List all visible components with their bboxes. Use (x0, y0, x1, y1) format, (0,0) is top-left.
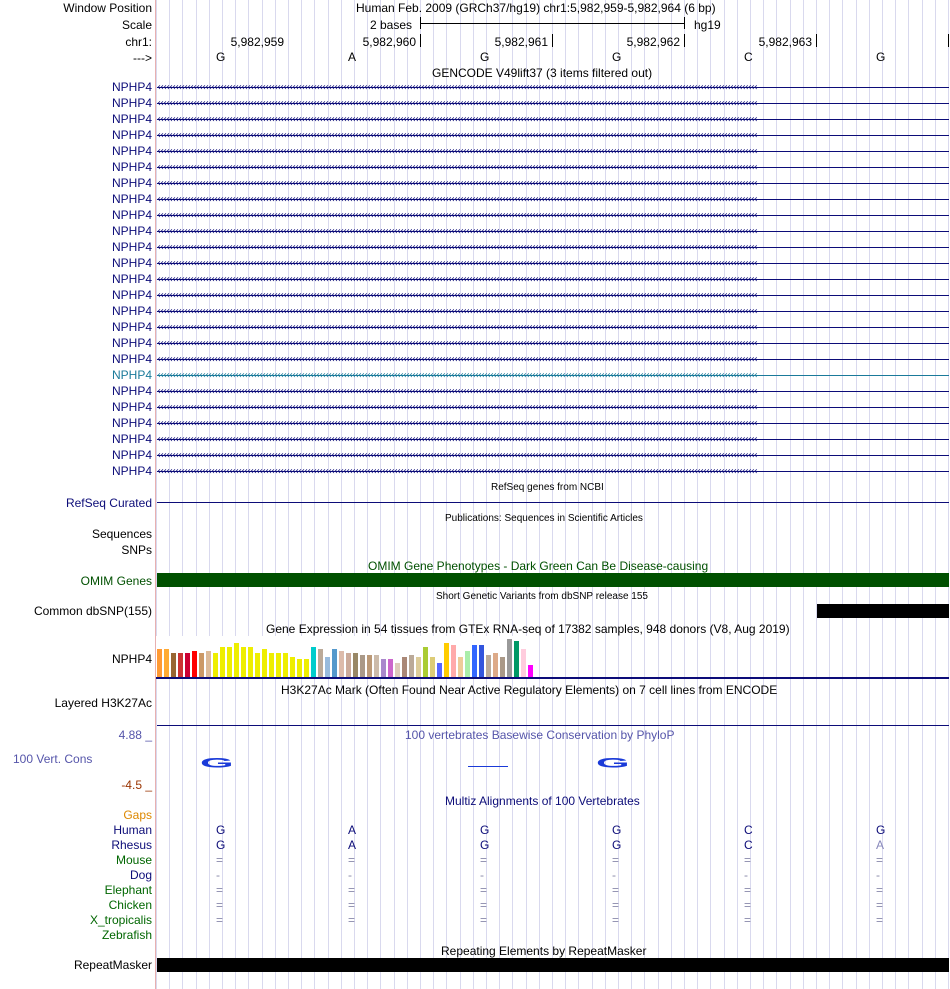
sequence-base: G (612, 50, 622, 64)
multiz-base: - (216, 868, 220, 882)
gtex-tissue-bar[interactable] (528, 665, 533, 677)
multiz-base: C (744, 838, 753, 852)
gtex-tissue-bar[interactable] (248, 647, 253, 677)
h3k27ac-baseline (157, 725, 949, 726)
gtex-tissue-bar[interactable] (346, 653, 351, 677)
sequence-base: G (216, 50, 226, 64)
gencode-transcript[interactable] (157, 98, 949, 110)
sequence-base: C (744, 50, 753, 64)
multiz-species-label[interactable]: Chicken (108, 898, 152, 912)
gtex-tissue-bar[interactable] (388, 659, 393, 677)
multiz-gaps-label[interactable]: Gaps (123, 808, 152, 822)
multiz-species-label[interactable]: Zebrafish (101, 928, 152, 942)
strand-arrow-label: ---> (133, 51, 152, 65)
multiz-base: = (744, 913, 752, 927)
gtex-tissue-bar[interactable] (311, 647, 316, 677)
gtex-tissue-bar[interactable] (164, 649, 169, 677)
gtex-tissue-bar[interactable] (521, 649, 526, 677)
gtex-tissue-bar[interactable] (479, 645, 484, 677)
multiz-species-label[interactable]: X_tropicalis (89, 913, 152, 927)
gtex-tissue-bar[interactable] (199, 653, 204, 677)
gtex-tissue-bar[interactable] (458, 657, 463, 677)
gencode-gene-label[interactable]: NPHP4 (111, 128, 152, 142)
gencode-transcript[interactable] (157, 258, 949, 270)
ruler-tick (684, 34, 685, 47)
publications-snps-label[interactable]: SNPs (121, 543, 152, 557)
gtex-tissue-bar[interactable] (472, 645, 477, 677)
gencode-track-title[interactable]: GENCODE V49lift37 (3 items filtered out) (432, 66, 653, 80)
multiz-base: = (612, 898, 620, 912)
gtex-tissue-bar[interactable] (227, 647, 232, 677)
phylop-logo-letter: G (596, 755, 630, 771)
gencode-transcript[interactable] (157, 210, 949, 222)
gencode-gene-label[interactable]: NPHP4 (111, 288, 152, 302)
multiz-base: G (612, 838, 622, 852)
multiz-base: - (876, 868, 880, 882)
phylop-track-title[interactable]: 100 vertebrates Basewise Conservation by PhyloP (405, 728, 675, 742)
multiz-base: - (348, 868, 352, 882)
gtex-tissue-bar[interactable] (507, 639, 512, 677)
ruler-tick (948, 34, 949, 47)
dbsnp-label[interactable]: Common dbSNP(155) (33, 604, 152, 618)
multiz-base: = (216, 853, 224, 867)
gencode-transcript[interactable] (157, 146, 949, 158)
gtex-tissue-bar[interactable] (360, 655, 365, 677)
scale-bar-right-tick (684, 17, 685, 29)
strand-chevrons: ‹‹‹‹‹‹‹‹‹‹‹‹‹‹‹‹‹‹‹‹‹‹‹‹‹‹‹‹‹‹‹‹‹‹‹‹‹‹‹‹‹‹‹‹‹‹‹‹‹‹‹‹‹‹‹‹‹‹‹‹‹‹‹‹‹‹‹‹‹‹‹‹‹‹‹‹‹‹‹‹‹‹‹‹‹‹‹‹‹‹‹‹‹‹‹‹‹‹‹‹‹‹‹‹‹‹‹‹‹‹‹‹‹‹‹‹‹‹‹‹‹‹‹‹‹‹‹‹‹‹‹‹‹‹‹‹‹‹‹‹‹‹‹‹‹‹‹‹‹‹‹‹‹‹‹‹‹‹‹‹‹‹‹‹‹‹‹‹‹‹‹‹‹‹‹‹‹‹‹‹‹‹‹‹‹‹‹‹‹‹‹‹‹‹‹‹‹‹‹‹ (157, 466, 757, 477)
gencode-gene-label[interactable]: NPHP4 (111, 176, 152, 190)
multiz-base: = (216, 883, 224, 897)
repeatmasker-block[interactable] (157, 958, 949, 972)
gtex-tissue-bar[interactable] (451, 645, 456, 677)
gencode-gene-label[interactable]: NPHP4 (111, 192, 152, 206)
h3k27ac-label[interactable]: Layered H3K27Ac (54, 696, 152, 710)
ruler-position: 5,982,962 (626, 35, 680, 49)
gencode-transcript[interactable] (157, 338, 949, 350)
multiz-base: = (744, 898, 752, 912)
gtex-tissue-bar[interactable] (416, 657, 421, 677)
multiz-base: = (876, 853, 884, 867)
gencode-transcript[interactable] (157, 322, 949, 334)
gencode-transcript[interactable] (157, 402, 949, 414)
ruler-tick (816, 34, 817, 47)
multiz-base: = (876, 913, 884, 927)
gtex-tissue-bar[interactable] (157, 649, 162, 677)
strand-chevrons: ‹‹‹‹‹‹‹‹‹‹‹‹‹‹‹‹‹‹‹‹‹‹‹‹‹‹‹‹‹‹‹‹‹‹‹‹‹‹‹‹‹‹‹‹‹‹‹‹‹‹‹‹‹‹‹‹‹‹‹‹‹‹‹‹‹‹‹‹‹‹‹‹‹‹‹‹‹‹‹‹‹‹‹‹‹‹‹‹‹‹‹‹‹‹‹‹‹‹‹‹‹‹‹‹‹‹‹‹‹‹‹‹‹‹‹‹‹‹‹‹‹‹‹‹‹‹‹‹‹‹‹‹‹‹‹‹‹‹‹‹‹‹‹‹‹‹‹‹‹‹‹‹‹‹‹‹‹‹‹‹‹‹‹‹‹‹‹‹‹‹‹‹‹‹‹‹‹‹‹‹‹‹‹‹‹‹‹‹‹‹‹‹‹‹‹‹‹‹‹‹ (157, 306, 757, 317)
ruler-tick (552, 34, 553, 47)
refseq-track-title[interactable]: RefSeq genes from NCBI (491, 482, 604, 493)
strand-chevrons: ‹‹‹‹‹‹‹‹‹‹‹‹‹‹‹‹‹‹‹‹‹‹‹‹‹‹‹‹‹‹‹‹‹‹‹‹‹‹‹‹‹‹‹‹‹‹‹‹‹‹‹‹‹‹‹‹‹‹‹‹‹‹‹‹‹‹‹‹‹‹‹‹‹‹‹‹‹‹‹‹‹‹‹‹‹‹‹‹‹‹‹‹‹‹‹‹‹‹‹‹‹‹‹‹‹‹‹‹‹‹‹‹‹‹‹‹‹‹‹‹‹‹‹‹‹‹‹‹‹‹‹‹‹‹‹‹‹‹‹‹‹‹‹‹‹‹‹‹‹‹‹‹‹‹‹‹‹‹‹‹‹‹‹‹‹‹‹‹‹‹‹‹‹‹‹‹‹‹‹‹‹‹‹‹‹‹‹‹‹‹‹‹‹‹‹‹‹‹‹‹ (157, 322, 757, 333)
gencode-gene-label[interactable]: NPHP4 (111, 432, 152, 446)
multiz-base: = (348, 913, 356, 927)
ruler-tick (420, 34, 421, 47)
chr-label: chr1: (125, 35, 152, 49)
repeatmasker-track-title[interactable]: Repeating Elements by RepeatMasker (441, 944, 647, 958)
gencode-transcript[interactable] (157, 178, 949, 190)
phylop-track-label[interactable]: 100 Vert. Cons (13, 752, 93, 766)
gtex-tissue-bar[interactable] (423, 647, 428, 677)
track-label-divider (155, 0, 156, 989)
gtex-tissue-bar[interactable] (241, 647, 246, 677)
gtex-tissue-bar[interactable] (290, 657, 295, 677)
multiz-base: = (480, 883, 488, 897)
gtex-tissue-bar[interactable] (486, 655, 491, 677)
gencode-gene-label[interactable]: NPHP4 (111, 96, 152, 110)
strand-chevrons: ‹‹‹‹‹‹‹‹‹‹‹‹‹‹‹‹‹‹‹‹‹‹‹‹‹‹‹‹‹‹‹‹‹‹‹‹‹‹‹‹‹‹‹‹‹‹‹‹‹‹‹‹‹‹‹‹‹‹‹‹‹‹‹‹‹‹‹‹‹‹‹‹‹‹‹‹‹‹‹‹‹‹‹‹‹‹‹‹‹‹‹‹‹‹‹‹‹‹‹‹‹‹‹‹‹‹‹‹‹‹‹‹‹‹‹‹‹‹‹‹‹‹‹‹‹‹‹‹‹‹‹‹‹‹‹‹‹‹‹‹‹‹‹‹‹‹‹‹‹‹‹‹‹‹‹‹‹‹‹‹‹‹‹‹‹‹‹‹‹‹‹‹‹‹‹‹‹‹‹‹‹‹‹‹‹‹‹‹‹‹‹‹‹‹‹‹‹‹‹‹ (157, 82, 757, 93)
omim-label[interactable]: OMIM Genes (80, 574, 152, 588)
multiz-base: = (348, 883, 356, 897)
gencode-gene-label[interactable]: NPHP4 (111, 160, 152, 174)
strand-chevrons: ‹‹‹‹‹‹‹‹‹‹‹‹‹‹‹‹‹‹‹‹‹‹‹‹‹‹‹‹‹‹‹‹‹‹‹‹‹‹‹‹‹‹‹‹‹‹‹‹‹‹‹‹‹‹‹‹‹‹‹‹‹‹‹‹‹‹‹‹‹‹‹‹‹‹‹‹‹‹‹‹‹‹‹‹‹‹‹‹‹‹‹‹‹‹‹‹‹‹‹‹‹‹‹‹‹‹‹‹‹‹‹‹‹‹‹‹‹‹‹‹‹‹‹‹‹‹‹‹‹‹‹‹‹‹‹‹‹‹‹‹‹‹‹‹‹‹‹‹‹‹‹‹‹‹‹‹‹‹‹‹‹‹‹‹‹‹‹‹‹‹‹‹‹‹‹‹‹‹‹‹‹‹‹‹‹‹‹‹‹‹‹‹‹‹‹‹‹‹‹‹ (157, 418, 757, 429)
gtex-tissue-bar[interactable] (192, 651, 197, 677)
multiz-base: = (348, 853, 356, 867)
gencode-gene-label[interactable]: NPHP4 (111, 336, 152, 350)
gencode-gene-label[interactable]: NPHP4 (111, 320, 152, 334)
gencode-transcript[interactable] (157, 274, 949, 286)
gencode-gene-label[interactable]: NPHP4 (111, 368, 152, 382)
multiz-base: = (876, 898, 884, 912)
gtex-tissue-bar[interactable] (283, 653, 288, 677)
multiz-species-label[interactable]: Rhesus (111, 838, 152, 852)
gtex-tissue-bar[interactable] (276, 653, 281, 677)
publications-track-title[interactable]: Publications: Sequences in Scientific Articles (445, 513, 643, 524)
multiz-base: - (744, 868, 748, 882)
multiz-base: = (744, 883, 752, 897)
window-position-label: Window Position (63, 1, 152, 15)
gtex-tissue-bar[interactable] (430, 657, 435, 677)
gencode-transcript[interactable] (157, 434, 949, 446)
gtex-tissue-bar[interactable] (171, 653, 176, 677)
ruler-position: 5,982,963 (758, 35, 812, 49)
gtex-tissue-bar[interactable] (297, 659, 302, 677)
strand-chevrons: ‹‹‹‹‹‹‹‹‹‹‹‹‹‹‹‹‹‹‹‹‹‹‹‹‹‹‹‹‹‹‹‹‹‹‹‹‹‹‹‹‹‹‹‹‹‹‹‹‹‹‹‹‹‹‹‹‹‹‹‹‹‹‹‹‹‹‹‹‹‹‹‹‹‹‹‹‹‹‹‹‹‹‹‹‹‹‹‹‹‹‹‹‹‹‹‹‹‹‹‹‹‹‹‹‹‹‹‹‹‹‹‹‹‹‹‹‹‹‹‹‹‹‹‹‹‹‹‹‹‹‹‹‹‹‹‹‹‹‹‹‹‹‹‹‹‹‹‹‹‹‹‹‹‹‹‹‹‹‹‹‹‹‹‹‹‹‹‹‹‹‹‹‹‹‹‹‹‹‹‹‹‹‹‹‹‹‹‹‹‹‹‹‹‹‹‹‹‹‹‹ (157, 242, 757, 253)
multiz-base: G (216, 838, 226, 852)
strand-chevrons: ‹‹‹‹‹‹‹‹‹‹‹‹‹‹‹‹‹‹‹‹‹‹‹‹‹‹‹‹‹‹‹‹‹‹‹‹‹‹‹‹‹‹‹‹‹‹‹‹‹‹‹‹‹‹‹‹‹‹‹‹‹‹‹‹‹‹‹‹‹‹‹‹‹‹‹‹‹‹‹‹‹‹‹‹‹‹‹‹‹‹‹‹‹‹‹‹‹‹‹‹‹‹‹‹‹‹‹‹‹‹‹‹‹‹‹‹‹‹‹‹‹‹‹‹‹‹‹‹‹‹‹‹‹‹‹‹‹‹‹‹‹‹‹‹‹‹‹‹‹‹‹‹‹‹‹‹‹‹‹‹‹‹‹‹‹‹‹‹‹‹‹‹‹‹‹‹‹‹‹‹‹‹‹‹‹‹‹‹‹‹‹‹‹‹‹‹‹‹‹‹ (157, 130, 757, 141)
multiz-base: G (216, 823, 226, 837)
gencode-transcript[interactable] (157, 130, 949, 142)
gtex-tissue-bar[interactable] (318, 649, 323, 677)
multiz-species-label[interactable]: Mouse (115, 853, 152, 867)
dbsnp-variant-block[interactable] (817, 604, 949, 618)
multiz-base: = (216, 898, 224, 912)
gtex-tissue-bar[interactable] (374, 655, 379, 677)
multiz-base: C (744, 823, 753, 837)
multiz-base: = (612, 853, 620, 867)
scale-db: hg19 (694, 18, 721, 32)
gencode-gene-label[interactable]: NPHP4 (111, 400, 152, 414)
gtex-tissue-bar[interactable] (234, 643, 239, 677)
strand-chevrons: ‹‹‹‹‹‹‹‹‹‹‹‹‹‹‹‹‹‹‹‹‹‹‹‹‹‹‹‹‹‹‹‹‹‹‹‹‹‹‹‹‹‹‹‹‹‹‹‹‹‹‹‹‹‹‹‹‹‹‹‹‹‹‹‹‹‹‹‹‹‹‹‹‹‹‹‹‹‹‹‹‹‹‹‹‹‹‹‹‹‹‹‹‹‹‹‹‹‹‹‹‹‹‹‹‹‹‹‹‹‹‹‹‹‹‹‹‹‹‹‹‹‹‹‹‹‹‹‹‹‹‹‹‹‹‹‹‹‹‹‹‹‹‹‹‹‹‹‹‹‹‹‹‹‹‹‹‹‹‹‹‹‹‹‹‹‹‹‹‹‹‹‹‹‹‹‹‹‹‹‹‹‹‹‹‹‹‹‹‹‹‹‹‹‹‹‹‹‹‹‹ (157, 354, 757, 365)
strand-chevrons: ‹‹‹‹‹‹‹‹‹‹‹‹‹‹‹‹‹‹‹‹‹‹‹‹‹‹‹‹‹‹‹‹‹‹‹‹‹‹‹‹‹‹‹‹‹‹‹‹‹‹‹‹‹‹‹‹‹‹‹‹‹‹‹‹‹‹‹‹‹‹‹‹‹‹‹‹‹‹‹‹‹‹‹‹‹‹‹‹‹‹‹‹‹‹‹‹‹‹‹‹‹‹‹‹‹‹‹‹‹‹‹‹‹‹‹‹‹‹‹‹‹‹‹‹‹‹‹‹‹‹‹‹‹‹‹‹‹‹‹‹‹‹‹‹‹‹‹‹‹‹‹‹‹‹‹‹‹‹‹‹‹‹‹‹‹‹‹‹‹‹‹‹‹‹‹‹‹‹‹‹‹‹‹‹‹‹‹‹‹‹‹‹‹‹‹‹‹‹‹‹ (157, 274, 757, 285)
ruler-position: 5,982,959 (230, 35, 284, 49)
gtex-tissue-bar[interactable] (220, 647, 225, 677)
gencode-gene-label[interactable]: NPHP4 (111, 112, 152, 126)
multiz-species-label[interactable]: Elephant (104, 883, 152, 897)
gencode-transcript[interactable] (157, 82, 949, 94)
gencode-transcript[interactable] (157, 354, 949, 366)
gencode-gene-label[interactable]: NPHP4 (111, 80, 152, 94)
multiz-base: = (612, 883, 620, 897)
gtex-track-title[interactable]: Gene Expression in 54 tissues from GTEx RNA-seq of 17382 samples, 948 donors (V8, Aug 2019) (266, 622, 790, 636)
gencode-gene-label[interactable]: NPHP4 (111, 384, 152, 398)
ruler-position: 5,982,960 (362, 35, 416, 49)
gtex-tissue-bar[interactable] (381, 659, 386, 677)
gencode-transcript[interactable] (157, 450, 949, 462)
multiz-base: A (876, 838, 885, 852)
gtex-tissue-bar[interactable] (262, 649, 267, 677)
gtex-tissue-bar[interactable] (353, 653, 358, 677)
multiz-base: G (480, 823, 490, 837)
gencode-transcript[interactable] (157, 226, 949, 238)
gtex-tissue-bar[interactable] (255, 653, 260, 677)
multiz-base: = (876, 883, 884, 897)
assembly-position-title[interactable]: Human Feb. 2009 (GRCh37/hg19) chr1:5,982,959-5,982,964 (6 bp) (356, 1, 716, 15)
gencode-gene-label[interactable]: NPHP4 (111, 208, 152, 222)
gencode-gene-label[interactable]: NPHP4 (111, 352, 152, 366)
gencode-transcript[interactable] (157, 290, 949, 302)
strand-chevrons: ‹‹‹‹‹‹‹‹‹‹‹‹‹‹‹‹‹‹‹‹‹‹‹‹‹‹‹‹‹‹‹‹‹‹‹‹‹‹‹‹‹‹‹‹‹‹‹‹‹‹‹‹‹‹‹‹‹‹‹‹‹‹‹‹‹‹‹‹‹‹‹‹‹‹‹‹‹‹‹‹‹‹‹‹‹‹‹‹‹‹‹‹‹‹‹‹‹‹‹‹‹‹‹‹‹‹‹‹‹‹‹‹‹‹‹‹‹‹‹‹‹‹‹‹‹‹‹‹‹‹‹‹‹‹‹‹‹‹‹‹‹‹‹‹‹‹‹‹‹‹‹‹‹‹‹‹‹‹‹‹‹‹‹‹‹‹‹‹‹‹‹‹‹‹‹‹‹‹‹‹‹‹‹‹‹‹‹‹‹‹‹‹‹‹‹‹‹‹‹‹ (157, 194, 757, 205)
refseq-gene-line[interactable] (157, 502, 949, 503)
scale-bar (420, 23, 685, 24)
gtex-tissue-bar[interactable] (444, 643, 449, 677)
strand-chevrons: ‹‹‹‹‹‹‹‹‹‹‹‹‹‹‹‹‹‹‹‹‹‹‹‹‹‹‹‹‹‹‹‹‹‹‹‹‹‹‹‹‹‹‹‹‹‹‹‹‹‹‹‹‹‹‹‹‹‹‹‹‹‹‹‹‹‹‹‹‹‹‹‹‹‹‹‹‹‹‹‹‹‹‹‹‹‹‹‹‹‹‹‹‹‹‹‹‹‹‹‹‹‹‹‹‹‹‹‹‹‹‹‹‹‹‹‹‹‹‹‹‹‹‹‹‹‹‹‹‹‹‹‹‹‹‹‹‹‹‹‹‹‹‹‹‹‹‹‹‹‹‹‹‹‹‹‹‹‹‹‹‹‹‹‹‹‹‹‹‹‹‹‹‹‹‹‹‹‹‹‹‹‹‹‹‹‹‹‹‹‹‹‹‹‹‹‹‹‹‹‹ (157, 98, 757, 109)
publications-sequences-label[interactable]: Sequences (91, 527, 152, 541)
strand-chevrons: ‹‹‹‹‹‹‹‹‹‹‹‹‹‹‹‹‹‹‹‹‹‹‹‹‹‹‹‹‹‹‹‹‹‹‹‹‹‹‹‹‹‹‹‹‹‹‹‹‹‹‹‹‹‹‹‹‹‹‹‹‹‹‹‹‹‹‹‹‹‹‹‹‹‹‹‹‹‹‹‹‹‹‹‹‹‹‹‹‹‹‹‹‹‹‹‹‹‹‹‹‹‹‹‹‹‹‹‹‹‹‹‹‹‹‹‹‹‹‹‹‹‹‹‹‹‹‹‹‹‹‹‹‹‹‹‹‹‹‹‹‹‹‹‹‹‹‹‹‹‹‹‹‹‹‹‹‹‹‹‹‹‹‹‹‹‹‹‹‹‹‹‹‹‹‹‹‹‹‹‹‹‹‹‹‹‹‹‹‹‹‹‹‹‹‹‹‹‹‹‹ (157, 114, 757, 125)
multiz-base: = (348, 898, 356, 912)
gencode-transcript[interactable] (157, 162, 949, 174)
strand-chevrons: ‹‹‹‹‹‹‹‹‹‹‹‹‹‹‹‹‹‹‹‹‹‹‹‹‹‹‹‹‹‹‹‹‹‹‹‹‹‹‹‹‹‹‹‹‹‹‹‹‹‹‹‹‹‹‹‹‹‹‹‹‹‹‹‹‹‹‹‹‹‹‹‹‹‹‹‹‹‹‹‹‹‹‹‹‹‹‹‹‹‹‹‹‹‹‹‹‹‹‹‹‹‹‹‹‹‹‹‹‹‹‹‹‹‹‹‹‹‹‹‹‹‹‹‹‹‹‹‹‹‹‹‹‹‹‹‹‹‹‹‹‹‹‹‹‹‹‹‹‹‹‹‹‹‹‹‹‹‹‹‹‹‹‹‹‹‹‹‹‹‹‹‹‹‹‹‹‹‹‹‹‹‹‹‹‹‹‹‹‹‹‹‹‹‹‹‹‹‹‹‹ (157, 338, 757, 349)
gtex-tissue-bar[interactable] (178, 653, 183, 677)
strand-chevrons: ‹‹‹‹‹‹‹‹‹‹‹‹‹‹‹‹‹‹‹‹‹‹‹‹‹‹‹‹‹‹‹‹‹‹‹‹‹‹‹‹‹‹‹‹‹‹‹‹‹‹‹‹‹‹‹‹‹‹‹‹‹‹‹‹‹‹‹‹‹‹‹‹‹‹‹‹‹‹‹‹‹‹‹‹‹‹‹‹‹‹‹‹‹‹‹‹‹‹‹‹‹‹‹‹‹‹‹‹‹‹‹‹‹‹‹‹‹‹‹‹‹‹‹‹‹‹‹‹‹‹‹‹‹‹‹‹‹‹‹‹‹‹‹‹‹‹‹‹‹‹‹‹‹‹‹‹‹‹‹‹‹‹‹‹‹‹‹‹‹‹‹‹‹‹‹‹‹‹‹‹‹‹‹‹‹‹‹‹‹‹‹‹‹‹‹‹‹‹‹‹ (157, 258, 757, 269)
sequence-base: A (348, 50, 357, 64)
gtex-tissue-bar[interactable] (465, 651, 470, 677)
multiz-base: = (744, 853, 752, 867)
sequence-base: G (480, 50, 490, 64)
omim-gene-block[interactable] (157, 573, 949, 587)
scale-label: Scale (121, 18, 152, 32)
multiz-base: = (612, 913, 620, 927)
gtex-tissue-bar[interactable] (367, 655, 372, 677)
strand-chevrons: ‹‹‹‹‹‹‹‹‹‹‹‹‹‹‹‹‹‹‹‹‹‹‹‹‹‹‹‹‹‹‹‹‹‹‹‹‹‹‹‹‹‹‹‹‹‹‹‹‹‹‹‹‹‹‹‹‹‹‹‹‹‹‹‹‹‹‹‹‹‹‹‹‹‹‹‹‹‹‹‹‹‹‹‹‹‹‹‹‹‹‹‹‹‹‹‹‹‹‹‹‹‹‹‹‹‹‹‹‹‹‹‹‹‹‹‹‹‹‹‹‹‹‹‹‹‹‹‹‹‹‹‹‹‹‹‹‹‹‹‹‹‹‹‹‹‹‹‹‹‹‹‹‹‹‹‹‹‹‹‹‹‹‹‹‹‹‹‹‹‹‹‹‹‹‹‹‹‹‹‹‹‹‹‹‹‹‹‹‹‹‹‹‹‹‹‹‹‹‹‹ (157, 434, 757, 445)
multiz-base: A (348, 823, 357, 837)
phylop-max-label: 4.88 _ (118, 728, 152, 742)
gencode-gene-label[interactable]: NPHP4 (111, 304, 152, 318)
strand-chevrons: ‹‹‹‹‹‹‹‹‹‹‹‹‹‹‹‹‹‹‹‹‹‹‹‹‹‹‹‹‹‹‹‹‹‹‹‹‹‹‹‹‹‹‹‹‹‹‹‹‹‹‹‹‹‹‹‹‹‹‹‹‹‹‹‹‹‹‹‹‹‹‹‹‹‹‹‹‹‹‹‹‹‹‹‹‹‹‹‹‹‹‹‹‹‹‹‹‹‹‹‹‹‹‹‹‹‹‹‹‹‹‹‹‹‹‹‹‹‹‹‹‹‹‹‹‹‹‹‹‹‹‹‹‹‹‹‹‹‹‹‹‹‹‹‹‹‹‹‹‹‹‹‹‹‹‹‹‹‹‹‹‹‹‹‹‹‹‹‹‹‹‹‹‹‹‹‹‹‹‹‹‹‹‹‹‹‹‹‹‹‹‹‹‹‹‹‹‹‹‹‹ (157, 450, 757, 461)
multiz-base: - (480, 868, 484, 882)
dbsnp-track-title[interactable]: Short Genetic Variants from dbSNP release 155 (436, 591, 648, 602)
strand-chevrons: ‹‹‹‹‹‹‹‹‹‹‹‹‹‹‹‹‹‹‹‹‹‹‹‹‹‹‹‹‹‹‹‹‹‹‹‹‹‹‹‹‹‹‹‹‹‹‹‹‹‹‹‹‹‹‹‹‹‹‹‹‹‹‹‹‹‹‹‹‹‹‹‹‹‹‹‹‹‹‹‹‹‹‹‹‹‹‹‹‹‹‹‹‹‹‹‹‹‹‹‹‹‹‹‹‹‹‹‹‹‹‹‹‹‹‹‹‹‹‹‹‹‹‹‹‹‹‹‹‹‹‹‹‹‹‹‹‹‹‹‹‹‹‹‹‹‹‹‹‹‹‹‹‹‹‹‹‹‹‹‹‹‹‹‹‹‹‹‹‹‹‹‹‹‹‹‹‹‹‹‹‹‹‹‹‹‹‹‹‹‹‹‹‹‹‹‹‹‹‹‹ (157, 226, 757, 237)
strand-chevrons: ‹‹‹‹‹‹‹‹‹‹‹‹‹‹‹‹‹‹‹‹‹‹‹‹‹‹‹‹‹‹‹‹‹‹‹‹‹‹‹‹‹‹‹‹‹‹‹‹‹‹‹‹‹‹‹‹‹‹‹‹‹‹‹‹‹‹‹‹‹‹‹‹‹‹‹‹‹‹‹‹‹‹‹‹‹‹‹‹‹‹‹‹‹‹‹‹‹‹‹‹‹‹‹‹‹‹‹‹‹‹‹‹‹‹‹‹‹‹‹‹‹‹‹‹‹‹‹‹‹‹‹‹‹‹‹‹‹‹‹‹‹‹‹‹‹‹‹‹‹‹‹‹‹‹‹‹‹‹‹‹‹‹‹‹‹‹‹‹‹‹‹‹‹‹‹‹‹‹‹‹‹‹‹‹‹‹‹‹‹‹‹‹‹‹‹‹‹‹‹‹ (157, 386, 757, 397)
gtex-baseline (156, 677, 949, 679)
multiz-base: = (480, 853, 488, 867)
gtex-tissue-bar[interactable] (395, 663, 400, 677)
multiz-base: G (876, 823, 886, 837)
strand-chevrons: ‹‹‹‹‹‹‹‹‹‹‹‹‹‹‹‹‹‹‹‹‹‹‹‹‹‹‹‹‹‹‹‹‹‹‹‹‹‹‹‹‹‹‹‹‹‹‹‹‹‹‹‹‹‹‹‹‹‹‹‹‹‹‹‹‹‹‹‹‹‹‹‹‹‹‹‹‹‹‹‹‹‹‹‹‹‹‹‹‹‹‹‹‹‹‹‹‹‹‹‹‹‹‹‹‹‹‹‹‹‹‹‹‹‹‹‹‹‹‹‹‹‹‹‹‹‹‹‹‹‹‹‹‹‹‹‹‹‹‹‹‹‹‹‹‹‹‹‹‹‹‹‹‹‹‹‹‹‹‹‹‹‹‹‹‹‹‹‹‹‹‹‹‹‹‹‹‹‹‹‹‹‹‹‹‹‹‹‹‹‹‹‹‹‹‹‹‹‹‹‹ (157, 402, 757, 413)
sequence-base: G (876, 50, 886, 64)
gencode-gene-label[interactable]: NPHP4 (111, 416, 152, 430)
multiz-species-label[interactable]: Human (113, 823, 152, 837)
refseq-label[interactable]: RefSeq Curated (65, 496, 152, 510)
gencode-gene-label[interactable]: NPHP4 (111, 144, 152, 158)
gencode-transcript[interactable] (157, 194, 949, 206)
strand-chevrons: ‹‹‹‹‹‹‹‹‹‹‹‹‹‹‹‹‹‹‹‹‹‹‹‹‹‹‹‹‹‹‹‹‹‹‹‹‹‹‹‹‹‹‹‹‹‹‹‹‹‹‹‹‹‹‹‹‹‹‹‹‹‹‹‹‹‹‹‹‹‹‹‹‹‹‹‹‹‹‹‹‹‹‹‹‹‹‹‹‹‹‹‹‹‹‹‹‹‹‹‹‹‹‹‹‹‹‹‹‹‹‹‹‹‹‹‹‹‹‹‹‹‹‹‹‹‹‹‹‹‹‹‹‹‹‹‹‹‹‹‹‹‹‹‹‹‹‹‹‹‹‹‹‹‹‹‹‹‹‹‹‹‹‹‹‹‹‹‹‹‹‹‹‹‹‹‹‹‹‹‹‹‹‹‹‹‹‹‹‹‹‹‹‹‹‹‹‹‹‹‹ (157, 370, 757, 381)
gtex-tissue-bar[interactable] (304, 659, 309, 677)
repeatmasker-label[interactable]: RepeatMasker (73, 958, 152, 972)
multiz-species-label[interactable]: Dog (129, 868, 152, 882)
strand-chevrons: ‹‹‹‹‹‹‹‹‹‹‹‹‹‹‹‹‹‹‹‹‹‹‹‹‹‹‹‹‹‹‹‹‹‹‹‹‹‹‹‹‹‹‹‹‹‹‹‹‹‹‹‹‹‹‹‹‹‹‹‹‹‹‹‹‹‹‹‹‹‹‹‹‹‹‹‹‹‹‹‹‹‹‹‹‹‹‹‹‹‹‹‹‹‹‹‹‹‹‹‹‹‹‹‹‹‹‹‹‹‹‹‹‹‹‹‹‹‹‹‹‹‹‹‹‹‹‹‹‹‹‹‹‹‹‹‹‹‹‹‹‹‹‹‹‹‹‹‹‹‹‹‹‹‹‹‹‹‹‹‹‹‹‹‹‹‹‹‹‹‹‹‹‹‹‹‹‹‹‹‹‹‹‹‹‹‹‹‹‹‹‹‹‹‹‹‹‹‹‹‹ (157, 162, 757, 173)
gencode-transcript[interactable] (157, 242, 949, 254)
strand-chevrons: ‹‹‹‹‹‹‹‹‹‹‹‹‹‹‹‹‹‹‹‹‹‹‹‹‹‹‹‹‹‹‹‹‹‹‹‹‹‹‹‹‹‹‹‹‹‹‹‹‹‹‹‹‹‹‹‹‹‹‹‹‹‹‹‹‹‹‹‹‹‹‹‹‹‹‹‹‹‹‹‹‹‹‹‹‹‹‹‹‹‹‹‹‹‹‹‹‹‹‹‹‹‹‹‹‹‹‹‹‹‹‹‹‹‹‹‹‹‹‹‹‹‹‹‹‹‹‹‹‹‹‹‹‹‹‹‹‹‹‹‹‹‹‹‹‹‹‹‹‹‹‹‹‹‹‹‹‹‹‹‹‹‹‹‹‹‹‹‹‹‹‹‹‹‹‹‹‹‹‹‹‹‹‹‹‹‹‹‹‹‹‹‹‹‹‹‹‹‹‹‹ (157, 146, 757, 157)
gtex-tissue-bar[interactable] (206, 651, 211, 677)
multiz-track-title[interactable]: Multiz Alignments of 100 Vertebrates (445, 794, 640, 808)
gtex-tissue-bar[interactable] (269, 653, 274, 677)
multiz-base: = (480, 913, 488, 927)
gencode-transcript[interactable] (157, 114, 949, 126)
gencode-transcript[interactable] (157, 466, 949, 478)
gtex-tissue-bar[interactable] (339, 651, 344, 677)
gencode-gene-label[interactable]: NPHP4 (111, 272, 152, 286)
gtex-gene-label[interactable]: NPHP4 (111, 652, 152, 666)
gtex-tissue-bar[interactable] (402, 657, 407, 677)
gencode-gene-label[interactable]: NPHP4 (111, 240, 152, 254)
scale-value: 2 bases (370, 18, 413, 32)
multiz-base: G (612, 823, 622, 837)
strand-chevrons: ‹‹‹‹‹‹‹‹‹‹‹‹‹‹‹‹‹‹‹‹‹‹‹‹‹‹‹‹‹‹‹‹‹‹‹‹‹‹‹‹‹‹‹‹‹‹‹‹‹‹‹‹‹‹‹‹‹‹‹‹‹‹‹‹‹‹‹‹‹‹‹‹‹‹‹‹‹‹‹‹‹‹‹‹‹‹‹‹‹‹‹‹‹‹‹‹‹‹‹‹‹‹‹‹‹‹‹‹‹‹‹‹‹‹‹‹‹‹‹‹‹‹‹‹‹‹‹‹‹‹‹‹‹‹‹‹‹‹‹‹‹‹‹‹‹‹‹‹‹‹‹‹‹‹‹‹‹‹‹‹‹‹‹‹‹‹‹‹‹‹‹‹‹‹‹‹‹‹‹‹‹‹‹‹‹‹‹‹‹‹‹‹‹‹‹‹‹‹‹‹ (157, 210, 757, 221)
phylop-logo-letter: G (200, 755, 234, 771)
gtex-tissue-bar[interactable] (332, 649, 337, 677)
gtex-tissue-bar[interactable] (409, 655, 414, 677)
gtex-tissue-bar[interactable] (437, 663, 442, 677)
gtex-tissue-bar[interactable] (185, 653, 190, 677)
gtex-tissue-bar[interactable] (493, 653, 498, 677)
gencode-gene-label[interactable]: NPHP4 (111, 464, 152, 478)
gtex-tissue-bar[interactable] (213, 653, 218, 677)
gtex-tissue-bar[interactable] (514, 641, 519, 677)
phylop-small-bar (468, 766, 508, 767)
gencode-transcript[interactable] (157, 370, 949, 382)
gencode-gene-label[interactable]: NPHP4 (111, 224, 152, 238)
gencode-transcript[interactable] (157, 306, 949, 318)
gencode-transcript[interactable] (157, 418, 949, 430)
phylop-min-label: -4.5 _ (121, 778, 152, 792)
multiz-base: = (480, 898, 488, 912)
multiz-base: G (480, 838, 490, 852)
multiz-base: - (612, 868, 616, 882)
ruler-position: 5,982,961 (494, 35, 548, 49)
h3k27ac-track-title[interactable]: H3K27Ac Mark (Often Found Near Active Regulatory Elements) on 7 cell lines from ENCODE (281, 683, 778, 697)
strand-chevrons: ‹‹‹‹‹‹‹‹‹‹‹‹‹‹‹‹‹‹‹‹‹‹‹‹‹‹‹‹‹‹‹‹‹‹‹‹‹‹‹‹‹‹‹‹‹‹‹‹‹‹‹‹‹‹‹‹‹‹‹‹‹‹‹‹‹‹‹‹‹‹‹‹‹‹‹‹‹‹‹‹‹‹‹‹‹‹‹‹‹‹‹‹‹‹‹‹‹‹‹‹‹‹‹‹‹‹‹‹‹‹‹‹‹‹‹‹‹‹‹‹‹‹‹‹‹‹‹‹‹‹‹‹‹‹‹‹‹‹‹‹‹‹‹‹‹‹‹‹‹‹‹‹‹‹‹‹‹‹‹‹‹‹‹‹‹‹‹‹‹‹‹‹‹‹‹‹‹‹‹‹‹‹‹‹‹‹‹‹‹‹‹‹‹‹‹‹‹‹‹‹ (157, 178, 757, 189)
gencode-transcript[interactable] (157, 386, 949, 398)
gtex-tissue-bar[interactable] (325, 657, 330, 677)
gencode-gene-label[interactable]: NPHP4 (111, 448, 152, 462)
omim-track-title[interactable]: OMIM Gene Phenotypes - Dark Green Can Be Disease-causing (368, 559, 709, 573)
gtex-tissue-bar[interactable] (500, 657, 505, 677)
multiz-base: = (216, 913, 224, 927)
multiz-base: A (348, 838, 357, 852)
strand-chevrons: ‹‹‹‹‹‹‹‹‹‹‹‹‹‹‹‹‹‹‹‹‹‹‹‹‹‹‹‹‹‹‹‹‹‹‹‹‹‹‹‹‹‹‹‹‹‹‹‹‹‹‹‹‹‹‹‹‹‹‹‹‹‹‹‹‹‹‹‹‹‹‹‹‹‹‹‹‹‹‹‹‹‹‹‹‹‹‹‹‹‹‹‹‹‹‹‹‹‹‹‹‹‹‹‹‹‹‹‹‹‹‹‹‹‹‹‹‹‹‹‹‹‹‹‹‹‹‹‹‹‹‹‹‹‹‹‹‹‹‹‹‹‹‹‹‹‹‹‹‹‹‹‹‹‹‹‹‹‹‹‹‹‹‹‹‹‹‹‹‹‹‹‹‹‹‹‹‹‹‹‹‹‹‹‹‹‹‹‹‹‹‹‹‹‹‹‹‹‹‹‹ (157, 290, 757, 301)
gencode-gene-label[interactable]: NPHP4 (111, 256, 152, 270)
